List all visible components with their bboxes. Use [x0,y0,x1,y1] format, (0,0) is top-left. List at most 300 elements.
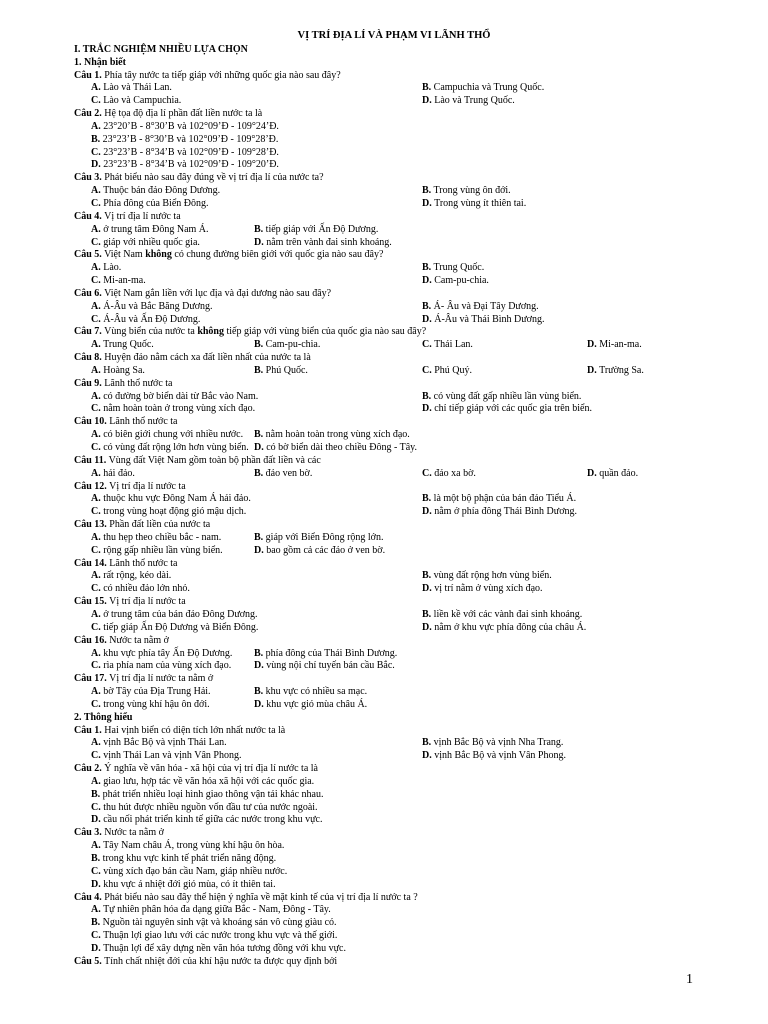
option-letter: B. [254,647,264,659]
answer-option[interactable] [587,339,642,352]
answer-option[interactable] [254,429,410,442]
option-letter: D. [91,942,101,954]
answer-option[interactable] [91,185,220,198]
option-letter: D. [254,236,264,248]
answer-option[interactable] [91,95,181,108]
option-text: Lào và Trung Quốc. [434,95,515,107]
option-letter: D. [254,544,264,556]
option-text: là một bộ phận của bán đảo Tiểu Á. [433,493,577,505]
question-number: Câu 3. [74,827,102,839]
question-stem [74,70,714,83]
answer-option[interactable] [91,622,258,635]
option-letter: B. [254,429,264,441]
option-letter: A. [91,364,101,376]
option-letter: C. [91,236,101,248]
answer-option[interactable] [91,237,200,250]
option-text: có vùng đất rộng lớn hơn vùng biển. [103,442,249,453]
option-letter: B. [422,570,432,582]
question-text: Phát biểu nào sau đây thể hiện ý nghĩa về mặt kinh tế của vị trí địa lí nước ta ? [104,891,418,903]
option-letter: D. [422,313,432,325]
option-text: Thuận lợi để xây dựng nền văn hóa tương đồng với khu vực. [103,942,346,954]
option-letter: D. [587,364,597,376]
option-letter: B. [422,608,432,620]
option-row [74,429,714,442]
option-letter: A. [91,570,101,582]
answer-option[interactable] [74,776,714,789]
option-text: Campuchia và Trung Quốc. [433,82,545,94]
answer-option[interactable] [422,622,586,635]
option-letter: D. [422,403,432,415]
option-letter: D. [254,660,264,672]
question-number: Câu 3. [74,172,102,184]
option-text: Cam-pu-chia. [265,339,321,351]
option-letter: A. [91,840,101,852]
option-letter: C. [91,506,101,518]
option-text: khu vực gió mùa châu Á. [266,698,368,710]
answer-option[interactable] [91,442,249,455]
option-row [74,468,714,481]
question-number: Câu 16. [74,634,107,646]
answer-option[interactable] [91,750,241,763]
section-heading: I. TRẮC NGHIỆM NHIỀU LỰA CHỌN [74,43,248,55]
option-text: vùng đất rộng hơn vùng biển. [433,570,552,582]
option-letter: D. [422,750,432,762]
question-text: Nước ta nằm ở [104,827,164,839]
option-letter: C. [91,146,101,158]
question-text: Huyện đảo nằm cách xa đất liền nhất của nước ta là [104,352,311,364]
option-letter: C. [91,442,101,453]
answer-option[interactable] [91,648,232,661]
option-text: phía đông của Thái Bình Dương. [265,647,398,659]
answer-option[interactable] [254,660,395,673]
option-text: vị trí nằm ở vùng xích đạo. [434,583,543,595]
option-text: nằm ở khu vực phía đông của châu Á. [434,621,587,633]
answer-option[interactable] [254,686,367,699]
option-text: có vùng đất gấp nhiều lần vùng biển. [433,390,582,402]
answer-option[interactable] [422,737,563,750]
answer-option[interactable] [74,147,714,160]
option-letter: B. [422,262,432,274]
option-text: Cam-pu-chia. [434,275,489,287]
option-letter: B. [422,390,432,402]
option-letter: C. [91,801,101,813]
option-letter: D. [422,583,432,595]
answer-option[interactable] [254,468,312,481]
option-text: Tự nhiên phân hóa đa dạng giữa Bắc - Nam, Đông - Tây. [103,904,331,916]
option-letter: A. [91,82,101,94]
question-text: Vị trí địa lí nước ta [109,596,186,608]
option-text: liền kề với các vành đai sinh khoáng. [433,608,583,620]
option-letter: C. [91,275,101,287]
question-text: Vị trí địa lí nước ta [109,480,186,492]
option-text: cầu nối phát triển kinh tế giữa các nước trong khu vực. [103,814,323,826]
answer-option[interactable] [91,275,146,288]
option-row [74,737,714,750]
option-text: ở trung tâm Đông Nam Á. [103,223,209,235]
option-text: Trong vùng ôn đới. [433,185,511,197]
option-text: 23°20’B - 8°30’B và 102°09’Đ - 109°24’Đ. [103,120,279,132]
answer-option[interactable] [91,699,210,712]
option-text: có bờ biển dài theo chiều Đông - Tây. [266,442,418,453]
option-text: vịnh Thái Lan và vịnh Vân Phong. [103,750,242,762]
option-text: rất rộng, kéo dài. [103,570,172,582]
answer-option[interactable] [422,198,526,211]
option-letter: A. [91,185,101,197]
document-page [74,30,714,969]
answer-option[interactable] [74,121,714,134]
answer-option[interactable] [74,930,714,943]
option-text: khu vực á nhiệt đới gió mùa, có ít thiên tai. [103,878,276,890]
answer-option[interactable] [422,609,582,622]
option-text: có nhiều đảo lớn nhỏ. [103,583,190,595]
answer-option[interactable] [91,583,190,596]
option-row [74,185,714,198]
option-row [74,224,714,237]
option-text: 23°23’B - 8°34’B và 102°09’Đ - 109°28’Đ. [103,146,279,158]
question-stem [74,249,714,262]
option-row [74,237,714,250]
option-letter: A. [91,686,101,698]
option-text: tiếp giáp với Ấn Độ Dương. [265,223,379,235]
answer-option[interactable] [254,699,367,712]
question-list [74,57,714,969]
question-number: Câu 14. [74,557,107,569]
option-text: đảo ven bờ. [265,467,313,479]
answer-option[interactable] [74,904,714,917]
answer-option[interactable] [74,789,714,802]
answer-option[interactable] [422,583,543,596]
option-letter: B. [254,686,264,698]
option-text: khu vực phía tây Ấn Độ Dương. [103,647,233,659]
question-emphasis: không [197,326,224,338]
question-number: Câu 13. [74,519,107,531]
answer-option[interactable] [91,262,121,275]
option-text: thu hẹp theo chiều bắc - nam. [103,531,222,543]
question-number: Câu 12. [74,480,107,492]
option-text: Trong vùng ít thiên tai. [434,197,527,209]
question-stem [74,481,714,494]
question-stem [74,288,714,301]
answer-option[interactable] [422,275,489,288]
option-letter: C. [91,544,101,556]
question-text: tiếp giáp với vùng biển của quốc gia nào sau đây? [224,326,427,338]
answer-option[interactable] [91,429,243,442]
answer-option[interactable] [254,442,417,455]
option-letter: A. [91,904,101,916]
answer-option[interactable] [91,403,255,416]
option-letter: C. [91,660,101,672]
option-text: Á-Âu và Thái Bình Dương. [434,313,545,325]
option-text: thu hút được nhiều nguồn vốn đầu tư của nước ngoài. [103,801,318,813]
answer-option[interactable] [422,506,577,519]
option-row [74,532,714,545]
option-text: nằm ở phía đông Thái Bình Dương. [434,506,577,518]
option-row [74,391,714,404]
option-row [74,506,714,519]
answer-option[interactable] [254,365,308,378]
option-letter: A. [91,647,101,659]
question-number: Câu 5. [74,249,102,261]
answer-option[interactable] [422,403,592,416]
question-text: Phát biểu nào sau đây đúng về vị trí địa lí của nước ta? [104,172,324,184]
answer-option[interactable] [254,237,392,250]
answer-option[interactable] [91,532,221,545]
question-number: Câu 4. [74,210,102,222]
option-row [74,545,714,558]
question-text: Lãnh thổ nước ta [109,557,178,569]
option-text: vùng xích đạo bán cầu Nam, giáp nhiều nước. [103,865,288,877]
answer-option[interactable] [254,648,397,661]
answer-option[interactable] [74,840,714,853]
answer-option[interactable] [422,570,552,583]
answer-option[interactable] [91,198,209,211]
option-text: Á- Âu và Đại Tây Dương. [433,300,539,312]
question-text: Vị trí địa lí nước ta nằm ở [109,673,214,685]
option-letter: B. [254,223,264,235]
option-text: giáp với Biển Đông rộng lớn. [265,531,384,543]
question-number: Câu 15. [74,596,107,608]
option-letter: C. [91,865,101,877]
answer-option[interactable] [422,95,515,108]
option-text: có biên giới chung với nhiều nước. [103,429,244,441]
answer-option[interactable] [422,262,484,275]
option-text: ở trung tâm của bán đảo Đông Dương. [103,608,258,620]
answer-option[interactable] [422,185,511,198]
answer-option[interactable] [422,391,581,404]
option-row [74,339,714,352]
answer-option[interactable] [74,802,714,815]
part-heading: 1. Nhận biết [74,56,126,68]
answer-option[interactable] [74,866,714,879]
option-text: Thái Lan. [434,339,473,351]
question-number: Câu 7. [74,326,102,338]
question-stem [74,827,714,840]
question-number: Câu 10. [74,416,107,428]
option-letter: A. [91,223,101,235]
answer-option[interactable] [91,314,200,327]
option-row [74,609,714,622]
answer-option[interactable] [91,339,154,352]
answer-option[interactable] [74,879,714,892]
answer-option[interactable] [91,468,135,481]
option-text: Trường Sa. [599,364,644,376]
question-text: Hai vịnh biển có diện tích lớn nhất nước ta là [104,724,286,736]
answer-option[interactable] [91,301,213,314]
option-letter: D. [254,698,264,710]
option-row [74,686,714,699]
answer-option[interactable] [91,609,258,622]
option-letter: C. [91,621,101,633]
option-text: tiếp giáp Ấn Độ Dương và Biển Đông. [103,621,259,633]
option-text: Phú Quý. [434,364,473,376]
question-stem [74,558,714,571]
answer-option[interactable] [587,468,638,481]
question-stem [74,378,714,391]
option-letter: B. [254,467,264,479]
option-row [74,442,714,455]
option-row [74,365,714,378]
question-stem [74,211,714,224]
question-stem [74,416,714,429]
option-text: vịnh Bắc Bộ và vịnh Nha Trang. [433,737,564,749]
question-stem [74,326,714,339]
option-letter: C. [91,698,101,710]
option-letter: A. [91,737,101,749]
option-text: khu vực có nhiều sa mạc. [265,686,368,698]
option-row [74,403,714,416]
question-stem [74,172,714,185]
answer-option[interactable] [91,686,211,699]
option-text: Trung Quốc. [433,262,485,274]
answer-option[interactable] [91,660,231,673]
answer-option[interactable] [74,853,714,866]
answer-option[interactable] [422,468,476,481]
option-letter: A. [91,531,101,543]
option-letter: C. [91,197,101,209]
option-letter: C. [422,467,432,479]
question-number: Câu 8. [74,352,102,364]
question-number: Câu 17. [74,673,107,685]
question-text: Hệ tọa độ địa lí phần đất liền nước ta là [104,108,263,120]
answer-option[interactable] [422,750,566,763]
answer-option[interactable] [91,545,223,558]
option-text: hải đảo. [103,467,135,479]
answer-option[interactable] [91,737,227,750]
option-text: Mi-an-ma. [103,275,146,287]
answer-option[interactable] [422,314,544,327]
option-letter: C. [91,403,101,415]
option-letter: B. [422,300,432,312]
question-stem [74,519,714,532]
option-letter: C. [91,930,101,942]
question-text: Vùng đất Việt Nam gồm toàn bộ phần đất liền và các [108,454,321,466]
option-text: rộng gấp nhiều lần vùng biển. [103,544,223,556]
option-text: Thuộc bán đảo Đông Dương. [103,185,221,197]
option-letter: B. [91,788,101,800]
option-text: nằm hoàn toàn trong vùng xích đạo. [265,429,410,441]
answer-option[interactable] [91,506,246,519]
option-text: Lào và Thái Lan. [103,82,172,94]
option-letter: A. [91,608,101,620]
answer-option[interactable] [254,224,378,237]
option-row [74,301,714,314]
option-text: quần đảo. [599,467,639,479]
option-letter: A. [91,429,101,441]
option-letter: A. [91,120,101,132]
option-letter: B. [422,493,432,505]
option-letter: B. [254,364,264,376]
option-text: có đường bờ biển dài từ Bắc vào Nam. [103,390,259,402]
option-text: Á-Âu và Bắc Băng Dương. [103,300,213,312]
option-text: nằm trên vành đai sinh khoáng. [266,236,392,248]
answer-option[interactable] [74,134,714,147]
answer-option[interactable] [422,82,544,95]
option-row [74,583,714,596]
option-letter: C. [422,364,432,376]
option-letter: C. [91,95,101,107]
option-row [74,198,714,211]
option-text: Trung Quốc. [103,339,154,351]
option-text: Phía đông của Biển Đông. [103,197,209,209]
option-text: Mi-an-ma. [599,339,642,351]
option-text: phát triển nhiều loại hình giao thông vận tải khác nhau. [102,788,324,800]
answer-option[interactable] [422,301,539,314]
answer-option[interactable] [74,917,714,930]
question-text: Nước ta nằm ở [109,634,169,646]
question-stem [74,352,714,365]
option-letter: B. [254,531,264,543]
option-text: rìa phía nam của vùng xích đạo. [103,660,232,672]
option-letter: D. [91,814,101,826]
answer-option[interactable] [422,339,473,352]
question-stem [74,892,714,905]
answer-option[interactable] [91,224,209,237]
question-stem [74,108,714,121]
option-row [74,95,714,108]
option-letter: A. [91,493,101,505]
answer-option[interactable] [254,339,320,352]
option-letter: C. [91,750,101,762]
option-text: vịnh Bắc Bộ và vịnh Vân Phong. [434,750,566,762]
question-number: Câu 11. [74,454,107,466]
option-row [74,314,714,327]
question-number: Câu 2. [74,108,102,120]
answer-option[interactable] [91,391,258,404]
question-number: Câu 1. [74,724,102,736]
option-letter: B. [422,82,432,94]
question-number: Câu 9. [74,377,102,389]
answer-option[interactable] [91,365,145,378]
option-letter: D. [422,621,432,633]
answer-option[interactable] [74,814,714,827]
option-letter: C. [91,313,101,325]
option-text: giáp với nhiều quốc gia. [103,236,200,248]
option-letter: A. [91,467,101,479]
option-text: vịnh Bắc Bộ và vịnh Thái Lan. [103,737,227,749]
option-letter: C. [91,583,101,595]
question-stem [74,673,714,686]
answer-option[interactable] [254,532,383,545]
answer-option[interactable] [91,493,251,506]
option-text: Thuận lợi giao lưu với các nước trong khu vực và thế giới. [103,930,338,942]
answer-option[interactable] [587,365,644,378]
option-text: Á-Âu và Ấn Độ Dương. [103,313,201,325]
answer-option[interactable] [74,943,714,956]
option-row [74,622,714,635]
question-text: Phía tây nước ta tiếp giáp với những quốc gia nào sau đây? [104,69,341,81]
answer-option[interactable] [91,82,172,95]
answer-option[interactable] [254,545,385,558]
answer-option[interactable] [74,159,714,172]
option-text: 23°23’B - 8°34’B và 102°09’Đ - 109°20’Đ. [103,159,279,171]
answer-option[interactable] [91,570,171,583]
option-letter: A. [91,300,101,312]
option-text: Lào và Campuchia. [103,95,182,107]
option-letter: D. [254,442,264,453]
option-text: bờ Tây của Địa Trung Hải. [103,686,211,698]
question-text: Việt Nam [104,249,146,261]
question-stem [74,725,714,738]
option-text: Lào. [103,262,122,274]
option-text: vùng nội chí tuyến bán cầu Bắc. [266,660,395,672]
question-text: có chung đường biên giới với quốc gia nào sau đây? [171,249,384,261]
answer-option[interactable] [422,365,472,378]
question-text: Việt Nam gắn liền với lục địa và đại dương nào sau đây? [104,287,332,299]
answer-option[interactable] [422,493,576,506]
option-letter: A. [91,390,101,402]
option-letter: B. [254,339,264,351]
question-text: Tính chất nhiệt đới của khí hậu nước ta được quy định bởi [104,955,338,967]
